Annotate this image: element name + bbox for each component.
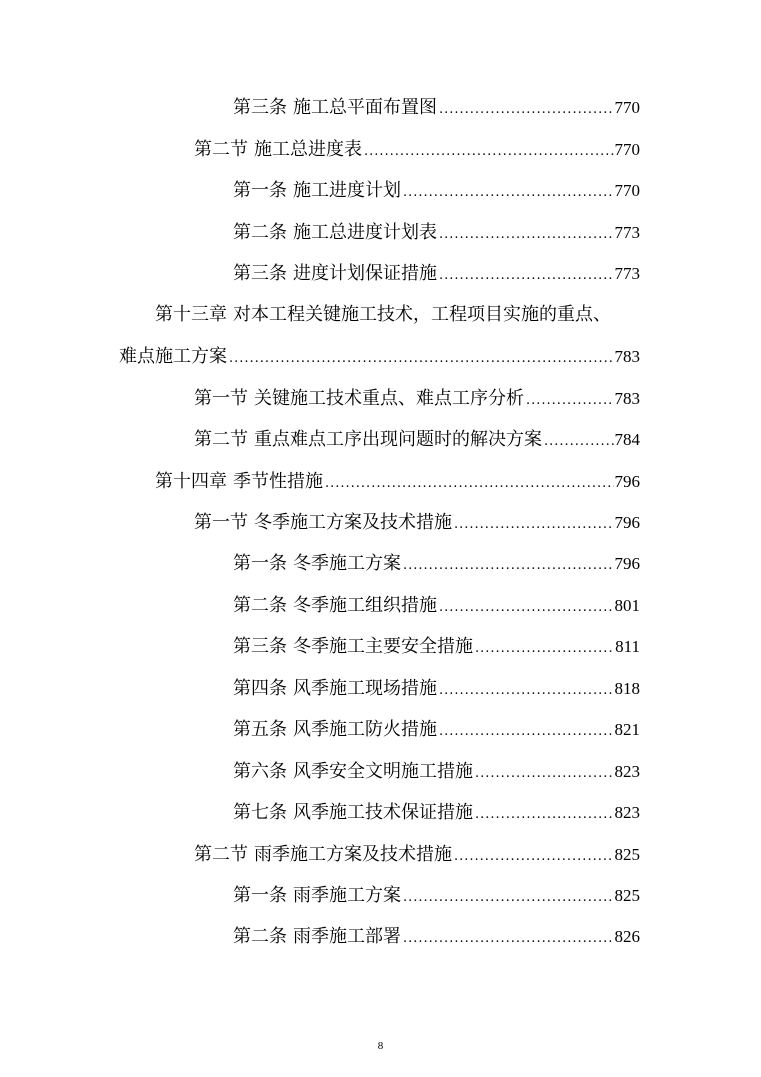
toc-chapter-heading[interactable]: [155, 303, 611, 327]
toc-entry-page: 783: [614, 347, 640, 366]
toc-entry-title: 风季施工防火措施: [293, 719, 437, 740]
toc-entry-page: 796: [614, 513, 640, 532]
toc-entry-page: 773: [614, 223, 640, 242]
toc-entry-title: 进度计划保证措施: [293, 263, 437, 284]
toc-entry-title: 季节性措施: [233, 471, 323, 492]
toc-entry-title: 雨季施工部署: [293, 926, 401, 947]
toc-entry-title: 施工总进度计划表: [293, 222, 437, 243]
dot-leader: [439, 264, 614, 288]
toc-entry-title: 对本工程关键施工技术，工程项目实施的重点、: [233, 304, 611, 325]
toc-entry[interactable]: [233, 677, 640, 703]
toc-entry-number: 第一条: [233, 180, 287, 201]
toc-entry-title: 雨季施工方案: [293, 885, 401, 906]
toc-entry-number: 第二节: [194, 429, 248, 450]
toc-entry[interactable]: [233, 718, 640, 744]
toc-entry-number: 第三条: [233, 636, 287, 657]
toc-entry-number: 第四条: [233, 678, 287, 699]
toc-entry-title: 施工总进度表: [254, 139, 362, 160]
toc-entry-number: 第二条: [233, 595, 287, 616]
toc-entry[interactable]: [233, 552, 640, 578]
toc-entry-number: 第三条: [233, 97, 287, 118]
dot-leader: [439, 720, 614, 744]
toc-entry[interactable]: [194, 511, 640, 537]
toc-entry-number: 第二条: [233, 222, 287, 243]
dot-leader: [526, 389, 614, 413]
dot-leader: [403, 886, 614, 910]
dot-leader: [229, 347, 614, 371]
toc-entry-title: 冬季施工方案及技术措施: [254, 512, 452, 533]
toc-entry-number: 第二条: [233, 926, 287, 947]
toc-entry[interactable]: [194, 428, 640, 454]
toc-entry-title: 施工总平面布置图: [293, 97, 437, 118]
toc-entry-title: 雨季施工方案及技术措施: [254, 844, 452, 865]
toc-entry-title: 施工进度计划: [293, 180, 401, 201]
dot-leader: [475, 637, 614, 661]
toc-entry[interactable]: [233, 925, 640, 951]
dot-leader: [544, 430, 614, 454]
dot-leader: [475, 762, 614, 786]
toc-entry[interactable]: [155, 470, 640, 496]
toc-entry-number: 第二节: [194, 844, 248, 865]
toc-entry-title-continuation: 难点施工方案: [119, 346, 227, 367]
toc-entry-page: 811: [615, 637, 640, 656]
dot-leader: [454, 845, 614, 869]
toc-entry[interactable]: [233, 760, 640, 786]
dot-leader: [439, 596, 614, 620]
toc-entry[interactable]: [233, 179, 640, 205]
dot-leader: [475, 803, 614, 827]
toc-entry[interactable]: [233, 594, 640, 620]
dot-leader: [364, 140, 614, 164]
toc-entry-number: 第二节: [194, 139, 248, 160]
dot-leader: [325, 472, 614, 496]
toc-entry-continuation[interactable]: [119, 345, 640, 371]
toc-entry-page: 773: [614, 264, 640, 283]
toc-entry[interactable]: [194, 843, 640, 869]
toc-entry[interactable]: [233, 884, 640, 910]
toc-entry[interactable]: [233, 221, 640, 247]
toc-entry-page: 796: [614, 472, 640, 491]
dot-leader: [439, 98, 614, 122]
toc-entry-page: 784: [614, 430, 640, 449]
toc-entry-number: 第十三章: [155, 304, 227, 325]
toc-entry-title: 重点难点工序出现问题时的解决方案: [254, 429, 542, 450]
toc-entry-page: 823: [614, 762, 640, 781]
dot-leader: [454, 513, 614, 537]
toc-entry-title: 冬季施工方案: [293, 553, 401, 574]
toc-entry-page: 825: [614, 845, 640, 864]
toc-entry-number: 第七条: [233, 802, 287, 823]
toc-entry-number: 第一节: [194, 512, 248, 533]
toc-entry-title: 冬季施工组织措施: [293, 595, 437, 616]
dot-leader: [403, 554, 614, 578]
toc-entry-number: 第六条: [233, 761, 287, 782]
toc-entry-number: 第五条: [233, 719, 287, 740]
toc-entry-page: 801: [614, 596, 640, 615]
toc-entry-page: 770: [614, 140, 640, 159]
toc-entry-title: 关键施工技术重点、难点工序分析: [254, 388, 524, 409]
dot-leader: [403, 181, 614, 205]
toc-entry-number: 第一条: [233, 553, 287, 574]
toc-entry[interactable]: [194, 387, 640, 413]
toc-entry-page: 823: [614, 803, 640, 822]
toc-entry[interactable]: [194, 138, 640, 164]
dot-leader: [439, 223, 614, 247]
toc-entry-number: 第三条: [233, 263, 287, 284]
toc-entry-page: 796: [614, 554, 640, 573]
toc-entry-page: 821: [614, 720, 640, 739]
toc-entry[interactable]: [233, 635, 640, 661]
page-number: 8: [377, 1040, 384, 1052]
dot-leader: [403, 927, 614, 951]
toc-entry-number: 第十四章: [155, 471, 227, 492]
toc-entry-page: 770: [614, 98, 640, 117]
toc-entry[interactable]: [233, 801, 640, 827]
toc-entry[interactable]: [233, 262, 640, 288]
toc-entry-page: 783: [614, 389, 640, 408]
dot-leader: [439, 679, 614, 703]
toc-entry[interactable]: [233, 96, 640, 122]
toc-entry-page: 818: [614, 679, 640, 698]
toc-entry-title: 风季施工现场措施: [293, 678, 437, 699]
toc-entry-title: 风季安全文明施工措施: [293, 761, 473, 782]
toc-entry-number: 第一条: [233, 885, 287, 906]
toc-entry-page: 826: [614, 927, 640, 946]
toc-entry-page: 770: [614, 181, 640, 200]
toc-entry-page: 825: [614, 886, 640, 905]
toc-entry-number: 第一节: [194, 388, 248, 409]
toc-entry-title: 冬季施工主要安全措施: [293, 636, 473, 657]
toc-entry-title: 风季施工技术保证措施: [293, 802, 473, 823]
